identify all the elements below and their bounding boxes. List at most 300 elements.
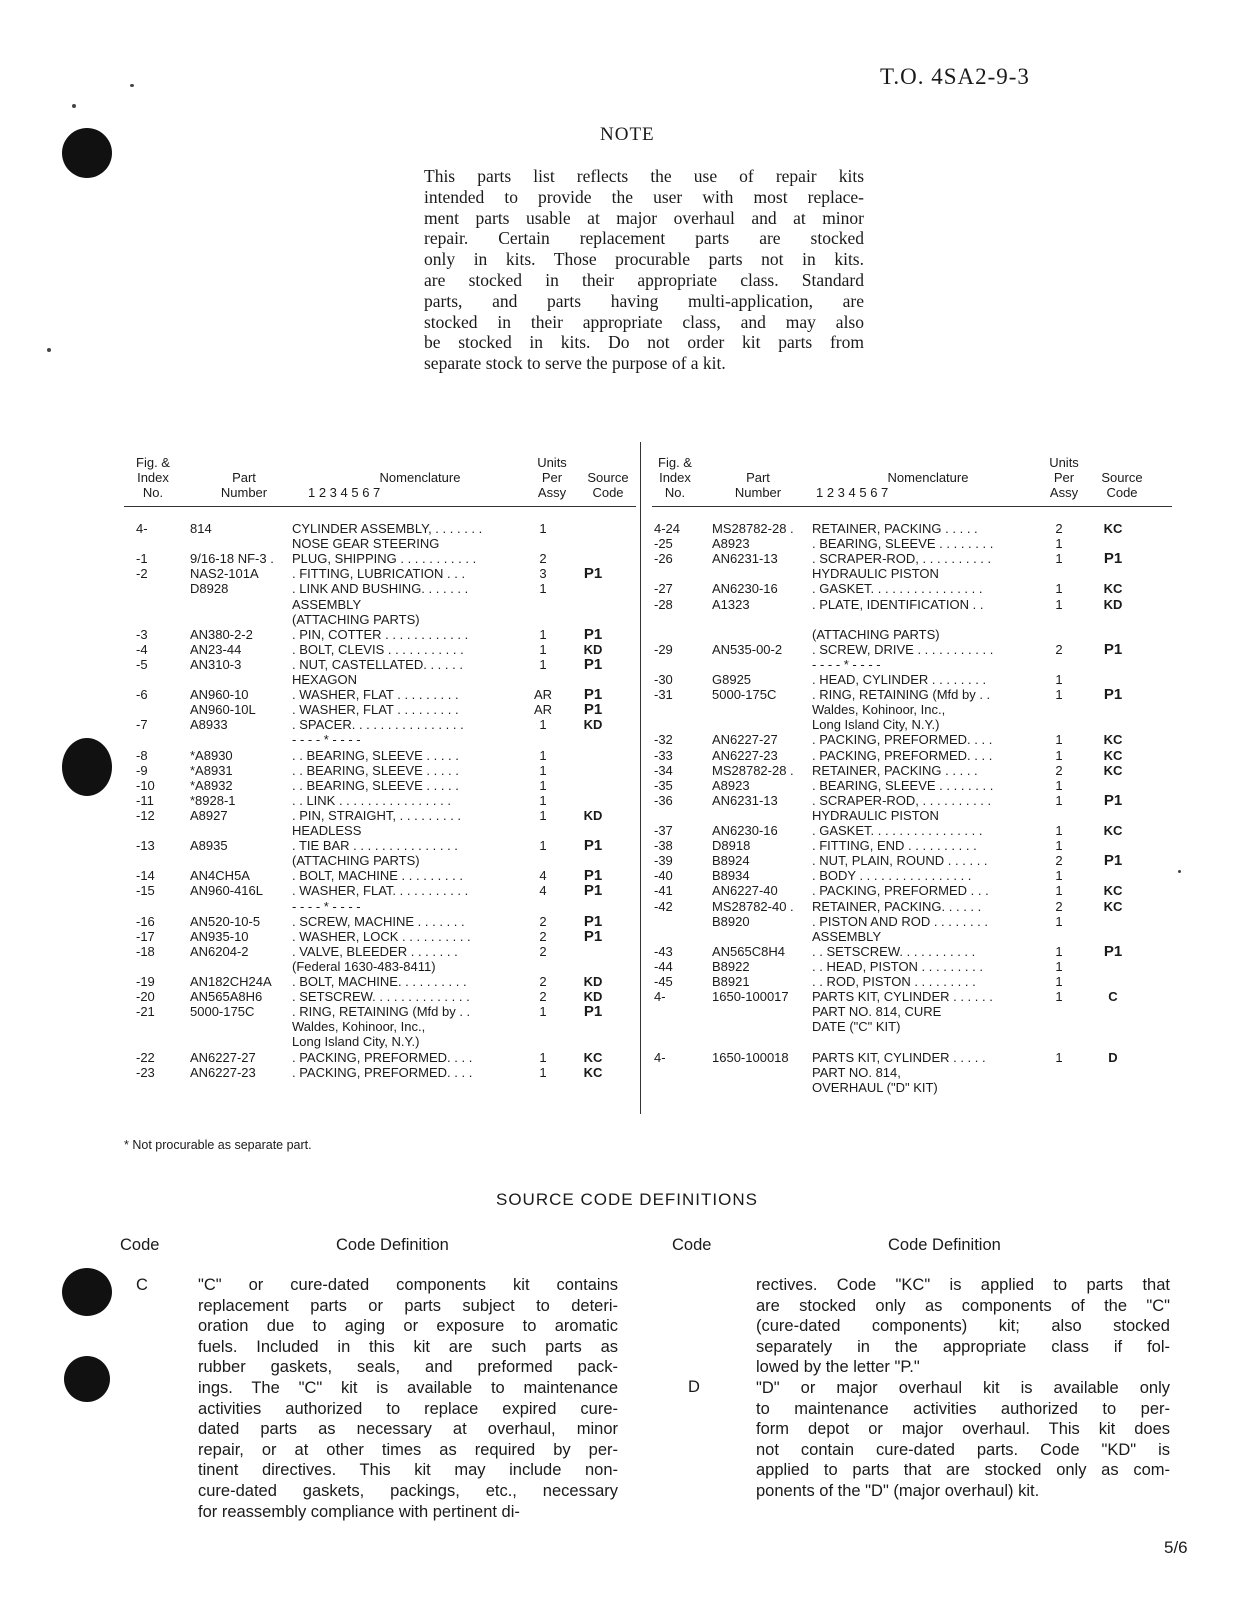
fig-index-cell: -42 [654,898,673,914]
part-number-cell: AN6227-23 [712,747,778,763]
fig-index-cell: -11 [136,792,154,808]
nomenclature-cell: . GASKET. . . . . . . . . . . . . . . . [812,581,983,597]
fig-index-cell: -26 [654,551,673,567]
nomenclature-cell: . FITTING, END . . . . . . . . . . [812,838,977,854]
header-part-number: Part Number [220,470,268,500]
table-row [652,838,1172,853]
table-row [652,627,1172,642]
scan-speck [130,84,134,87]
units-cell: 1 [1055,687,1063,703]
fig-index-cell: -2 [136,566,148,582]
nomenclature-cell: ASSEMBLY [292,596,362,612]
nomenclature-cell: . BEARING, SLEEVE . . . . . . . . [812,777,994,793]
table-row [652,959,1172,974]
table-row [124,732,644,747]
table-row [652,642,1172,657]
source-code-cell: D [1108,1049,1118,1065]
fig-index-cell: -27 [654,581,673,597]
definition-header-left: Code Definition [336,1236,449,1254]
code-d: D [688,1378,700,1396]
nomenclature-cell: . TIE BAR . . . . . . . . . . . . . . . [292,838,458,854]
units-cell: 1 [1055,747,1063,763]
table-row [124,672,644,687]
definition-line: oration due to aging or exposure to aromatic [198,1317,618,1336]
table-row [652,566,1172,581]
nomenclature-cell: RETAINER, PACKING . . . . . [812,521,978,536]
fig-index-cell: -6 [136,687,148,703]
fig-index-cell: -31 [654,687,673,703]
units-cell: 1 [539,656,547,672]
nomenclature-cell: HYDRAULIC PISTON [812,807,939,823]
nomenclature-cell: . PISTON AND ROD . . . . . . . . [812,913,989,929]
units-cell: 1 [539,777,547,793]
source-code-cell: KC [1103,823,1123,838]
table-row [124,748,644,763]
fig-index-cell: -39 [654,853,673,869]
source-code-cell: P1 [583,912,603,930]
note-line: separate stock to serve the purpose of a kit. [424,353,726,374]
table-row [652,672,1172,687]
table-row [652,883,1172,898]
definition-line: rubber gaskets, seals, and preformed pack- [198,1358,618,1377]
part-number-cell: 1650-100018 [712,1049,789,1065]
source-code-cell: P1 [1103,686,1123,704]
fig-index-cell: 4- [136,521,148,536]
nomenclature-cell: PARTS KIT, CYLINDER . . . . . [812,1049,986,1065]
table-row [124,642,644,657]
units-cell: 1 [1055,551,1063,567]
source-code-cell: KC [1103,747,1123,763]
fig-index-cell: -41 [654,883,673,899]
source-code-cell: P1 [1103,852,1123,870]
code-c: C [136,1276,148,1294]
table-row [124,989,644,1004]
nomenclature-cell: . . SETSCREW. . . . . . . . . . . [812,943,976,959]
definition-line: applied to parts that are stocked only as com- [756,1461,1170,1480]
source-code-cell: KD [583,989,603,1005]
nomenclature-cell: ASSEMBLY [812,928,882,944]
table-row [652,536,1172,551]
units-cell: 1 [539,641,547,657]
part-number-cell: 5000-175C [190,1004,255,1020]
source-code-cell: P1 [583,565,603,583]
definition-line: replacement parts or parts subject to deteri- [198,1296,618,1315]
note-line: are stocked in their appropriate class. Standard [424,269,864,290]
source-code-cell: KD [583,974,603,989]
source-code-cell: P1 [583,625,603,643]
part-number-cell: A8935 [190,838,228,854]
nomenclature-cell: (ATTACHING PARTS) [812,626,940,642]
parts-table-left [124,455,650,1115]
units-cell: 1 [1055,596,1063,612]
header-nomenclature: Nomenclature 1 2 3 4 5 6 7 [816,470,969,500]
definition-line: separately in the appropriate class if fol- [756,1337,1170,1356]
units-cell: 2 [539,551,547,567]
header-fig-index: Fig. & Index No. [136,455,170,500]
part-number-cell: AN960-10L [190,702,256,718]
units-cell: 1 [539,838,547,854]
definition-line: "C" or cure-dated components kit contains [198,1276,618,1294]
table-row [652,868,1172,883]
table-row [652,597,1172,612]
table-row [652,521,1172,536]
part-number-cell: MS28782-28 . [712,521,794,536]
nomenclature-cell: (ATTACHING PARTS) [292,611,420,627]
units-cell: 1 [539,762,547,778]
nomenclature-cell: Waldes, Kohinoor, Inc., [812,702,946,718]
source-code-cell: KD [583,807,603,823]
nomenclature-cell: . RING, RETAINING (Mfd by . . [292,1004,471,1020]
fig-index-cell: -22 [136,1049,155,1065]
nomenclature-cell: . PACKING, PREFORMED. . . . [812,747,993,763]
nomenclature-cell: . LINK AND BUSHING. . . . . . . [292,581,469,597]
definition-line: rectives. Code "KC" is applied to parts that [756,1276,1170,1294]
nomenclature-cell: PLUG, SHIPPING . . . . . . . . . . . [292,551,477,567]
units-cell: 2 [539,974,547,989]
part-number-cell: AN960-10 [190,687,249,703]
units-cell: 1 [1055,958,1063,974]
fig-index-cell: -5 [136,656,148,672]
units-cell: 1 [1055,943,1063,959]
nomenclature-cell: RETAINER, PACKING. . . . . . [812,898,982,914]
nomenclature-cell: (ATTACHING PARTS) [292,853,420,869]
table-row [652,717,1172,732]
nomenclature-cell: PARTS KIT, CYLINDER . . . . . . [812,989,993,1005]
fig-index-cell: 4- [654,989,666,1005]
definition-line: are stocked only as components of the "C" [756,1296,1170,1315]
nomenclature-cell: HEXAGON [292,672,358,687]
code-header-left: Code [120,1236,160,1254]
source-code-cell: C [1108,989,1118,1005]
units-cell: 1 [539,792,547,808]
nomenclature-cell: PART NO. 814, [812,1064,901,1080]
nomenclature-cell: . . BEARING, SLEEVE . . . . . [292,777,459,793]
table-row [124,612,644,627]
definition-line: fuels. Included in this kit are such parts as [198,1337,618,1356]
source-code-cell: KC [1103,898,1123,914]
source-code-cell: P1 [583,882,603,900]
table-row [652,702,1172,717]
nomenclature-cell: . BOLT, CLEVIS . . . . . . . . . . . [292,641,464,657]
note-line: ment parts usable at major overhaul and at minor [424,207,864,228]
fig-index-cell: -44 [654,958,673,974]
fig-index-cell: -1 [136,551,148,567]
scan-speck [72,104,76,108]
nomenclature-cell: CYLINDER ASSEMBLY, . . . . . . . [292,521,483,536]
table-row [124,883,644,898]
part-number-cell: B8920 [712,913,750,929]
nomenclature-cell: . VALVE, BLEEDER . . . . . . . [292,943,458,959]
note-line: be stocked in kits. Do not order kit parts from [424,332,864,353]
part-number-cell: AN6231-13 [712,551,778,567]
table-row [124,778,644,793]
source-code-definitions-title: SOURCE CODE DEFINITIONS [496,1190,758,1209]
part-number-cell: MS28782-40 . [712,898,794,914]
source-code-cell: KC [1103,581,1123,597]
table-row [652,823,1172,838]
part-number-cell: G8925 [712,672,752,687]
nomenclature-cell: . RING, RETAINING (Mfd by . . [812,687,991,703]
note-heading: NOTE [600,124,655,145]
fig-index-cell: -12 [136,807,155,823]
table-row [124,536,644,551]
source-code-cell: P1 [583,927,603,945]
definition-d [756,1378,1170,1502]
note-line: repair. Certain replacement parts are stocked [424,228,864,249]
table-row [124,687,644,702]
nomenclature-cell: HEADLESS [292,823,362,838]
table-row [124,959,644,974]
fig-index-cell: -30 [654,672,673,687]
part-number-cell: 5000-175C [712,687,777,703]
table-row [652,974,1172,989]
units-cell: 3 [539,566,547,582]
definition-line: ponents of the "D" (major overhaul) kit. [756,1481,1040,1500]
fig-index-cell: -21 [136,1004,155,1020]
units-cell: 2 [1055,641,1063,657]
source-code-cell: P1 [583,686,603,704]
part-number-cell: AN23-44 [190,641,242,657]
scan-speck [1178,870,1181,873]
nomenclature-cell: . FITTING, LUBRICATION . . . [292,566,466,582]
units-cell: 1 [539,626,547,642]
table-row [652,657,1172,672]
part-number-cell: AN520-10-5 [190,913,261,929]
nomenclature-cell: . . BEARING, SLEEVE . . . . . [292,762,459,778]
nomenclature-cell: Long Island City, N.Y.) [812,717,940,733]
definition-line: activities authorized to replace expired cure- [198,1399,618,1418]
nomenclature-cell: . PACKING, PREFORMED . . . [812,883,989,899]
fig-index-cell: -16 [136,913,155,929]
fig-index-cell: -14 [136,868,155,884]
nomenclature-cell: . HEAD, CYLINDER . . . . . . . . [812,672,987,687]
fig-index-cell: -33 [654,747,673,763]
note-line: This parts list reflects the use of repair kits [424,166,864,186]
table-row [124,793,644,808]
table-row [652,778,1172,793]
parts-table-right [652,455,1178,1115]
nomenclature-cell: . PIN, COTTER . . . . . . . . . . . . [292,626,469,642]
header-units-per-assy: Units Per Assy [537,455,567,500]
part-number-cell: AN6230-16 [712,823,778,838]
units-cell: 1 [539,521,547,536]
definition-line: dated parts as necessary at overhaul, minor [198,1420,618,1439]
table-row [124,566,644,581]
header-fig-index: Fig. & Index No. [658,455,692,500]
table-row [652,1004,1172,1019]
table-row [124,581,644,596]
fig-index-cell: -10 [136,777,155,793]
table-row [652,1019,1172,1034]
nomenclature-cell: . SCRAPER-ROD, . . . . . . . . . . [812,551,992,567]
header-rule [652,506,1172,507]
nomenclature-cell: . PLATE, IDENTIFICATION . . [812,596,984,612]
table-row [124,521,644,536]
definition-c-continued [756,1275,1170,1378]
nomenclature-cell: . NUT, PLAIN, ROUND . . . . . . [812,853,988,869]
header-part-number: Part Number [734,470,782,500]
nomenclature-cell: RETAINER, PACKING . . . . . [812,762,978,778]
table-row [652,1080,1172,1095]
definition-line: "D" or major overhaul kit is available only [756,1379,1170,1397]
part-number-cell: AN4CH5A [190,868,250,884]
fig-index-cell: -3 [136,626,148,642]
fig-index-cell: -18 [136,943,155,959]
units-cell: 1 [1055,581,1063,597]
note-line: only in kits. Those procurable parts not in kits. [424,249,864,270]
part-number-cell: AN565A8H6 [190,989,263,1005]
part-number-cell: *A8932 [190,777,233,793]
nomenclature-cell: . WASHER, FLAT . . . . . . . . . [292,702,459,718]
table-row [124,914,644,929]
units-cell: 2 [1055,898,1063,914]
nomenclature-cell: DATE ("C" KIT) [812,1019,901,1035]
nomenclature-cell: . BEARING, SLEEVE . . . . . . . . [812,536,994,552]
table-row [652,687,1172,702]
table-row [124,597,644,612]
nomenclature-cell: . BOLT, MACHINE . . . . . . . . . [292,868,463,884]
units-cell: 1 [1055,792,1063,808]
table-row [652,808,1172,823]
part-number-cell: D8918 [712,838,751,854]
table-row [124,838,644,853]
source-code-cell: P1 [583,867,603,885]
table-row [124,1065,644,1080]
part-number-cell: B8924 [712,853,750,869]
nomenclature-cell: . PACKING, PREFORMED. . . . [292,1064,473,1080]
source-code-cell: KD [1103,596,1123,612]
table-row [124,1019,644,1034]
source-code-cell: KC [1103,732,1123,748]
note-line: parts, and parts having multi-application, are [424,290,864,311]
table-row [124,868,644,883]
units-cell: 1 [1055,536,1063,552]
table-row [652,944,1172,959]
nomenclature-cell: NOSE GEAR STEERING [292,536,440,552]
table-row [652,763,1172,778]
units-cell: 2 [539,913,547,929]
table-row [124,1004,644,1019]
note-line: intended to provide the user with most replace- [424,186,864,207]
part-number-cell: 9/16-18 NF-3 . [190,551,274,567]
part-number-cell: A8923 [712,777,750,793]
units-cell: 1 [1055,672,1063,687]
table-row [652,1050,1172,1065]
fig-index-cell: -45 [654,974,673,989]
units-cell: 1 [539,807,547,823]
definition-header-right: Code Definition [888,1236,1001,1254]
nomenclature-cell: . SETSCREW. . . . . . . . . . . . . . [292,989,470,1005]
footnote: * Not procurable as separate part. [124,1138,312,1152]
nomenclature-cell: . NUT, CASTELLATED. . . . . . [292,656,463,672]
table-row [652,732,1172,747]
scan-speck [47,348,51,352]
units-cell: 1 [1055,883,1063,899]
source-code-cell: KC [1103,521,1123,536]
source-code-cell: KC [1103,762,1123,778]
part-number-cell: AN535-00-2 [712,641,783,657]
nomenclature-cell: . . BEARING, SLEEVE . . . . . [292,747,459,763]
part-number-cell: AN182CH24A [190,974,272,989]
units-cell: 1 [1055,868,1063,884]
nomenclature-cell: . SCREW, MACHINE . . . . . . . [292,913,465,929]
units-cell: 1 [539,581,547,597]
table-row [652,914,1172,929]
fig-index-cell: -32 [654,732,673,748]
part-number-cell: D8928 [190,581,229,597]
nomenclature-cell: . PACKING, PREFORMED. . . . [812,732,993,748]
definition-line: lowed by the letter "P." [756,1358,920,1377]
part-number-cell: A8933 [190,717,228,733]
fig-index-cell: -36 [654,792,673,808]
table-row [124,657,644,672]
fig-index-cell: 4-24 [654,521,681,536]
nomenclature-cell: . SCREW, DRIVE . . . . . . . . . . . [812,641,994,657]
table-row [652,1034,1172,1049]
part-number-cell: AN6227-40 [712,883,778,899]
nomenclature-cell: . GASKET. . . . . . . . . . . . . . . . [812,823,983,838]
source-code-cell: KC [1103,883,1123,899]
definition-line: not contain cure-dated parts. Code "KD" is [756,1440,1170,1459]
fig-index-cell: -23 [136,1064,155,1080]
nomenclature-cell: - - - - * - - - - [292,898,361,914]
units-cell: 2 [1055,521,1063,536]
part-number-cell: AN6230-16 [712,581,778,597]
fig-index-cell: -38 [654,838,673,854]
fig-index-cell: -17 [136,928,155,944]
units-cell: 1 [1055,732,1063,748]
units-cell: AR [533,687,553,703]
fig-index-cell: -40 [654,868,673,884]
nomenclature-cell: . . LINK . . . . . . . . . . . . . . . . [292,792,451,808]
definition-line: to maintenance activities authorized to per- [756,1399,1170,1418]
fig-index-cell: -35 [654,777,673,793]
part-number-cell: B8922 [712,958,750,974]
part-number-cell: *A8930 [190,747,233,763]
units-cell: 4 [539,883,547,899]
header-rule [124,506,636,507]
header-source-code: Source Code [1101,470,1143,500]
units-cell: 2 [539,989,547,1005]
source-code-cell: P1 [1103,640,1123,658]
table-row [652,793,1172,808]
fig-index-cell: -37 [654,823,673,838]
table-row [652,612,1172,627]
table-row [652,853,1172,868]
table-row [652,748,1172,763]
nomenclature-cell: . BOLT, MACHINE. . . . . . . . . . [292,974,467,989]
fig-index-cell: -43 [654,943,673,959]
source-code-cell: P1 [1103,791,1123,809]
nomenclature-cell: (Federal 1630-483-8411) [292,958,436,974]
nomenclature-cell: . WASHER, FLAT. . . . . . . . . . . [292,883,469,899]
nomenclature-cell: . SPACER. . . . . . . . . . . . . . . . [292,717,464,733]
part-number-cell: A8927 [190,807,228,823]
fig-index-cell: -29 [654,641,673,657]
table-row [124,899,644,914]
source-code-cell: P1 [583,1003,603,1021]
header-nomenclature: Nomenclature 1 2 3 4 5 6 7 [308,470,461,500]
table-row [652,929,1172,944]
table-row [124,1034,644,1049]
part-number-cell: AN6227-27 [190,1049,256,1065]
nomenclature-cell: Waldes, Kohinoor, Inc., [292,1019,426,1035]
table-row [652,551,1172,566]
table-row [652,989,1172,1004]
part-number-cell: AN960-416L [190,883,263,899]
source-code-cell: KD [583,641,603,657]
units-cell: 1 [539,1004,547,1020]
